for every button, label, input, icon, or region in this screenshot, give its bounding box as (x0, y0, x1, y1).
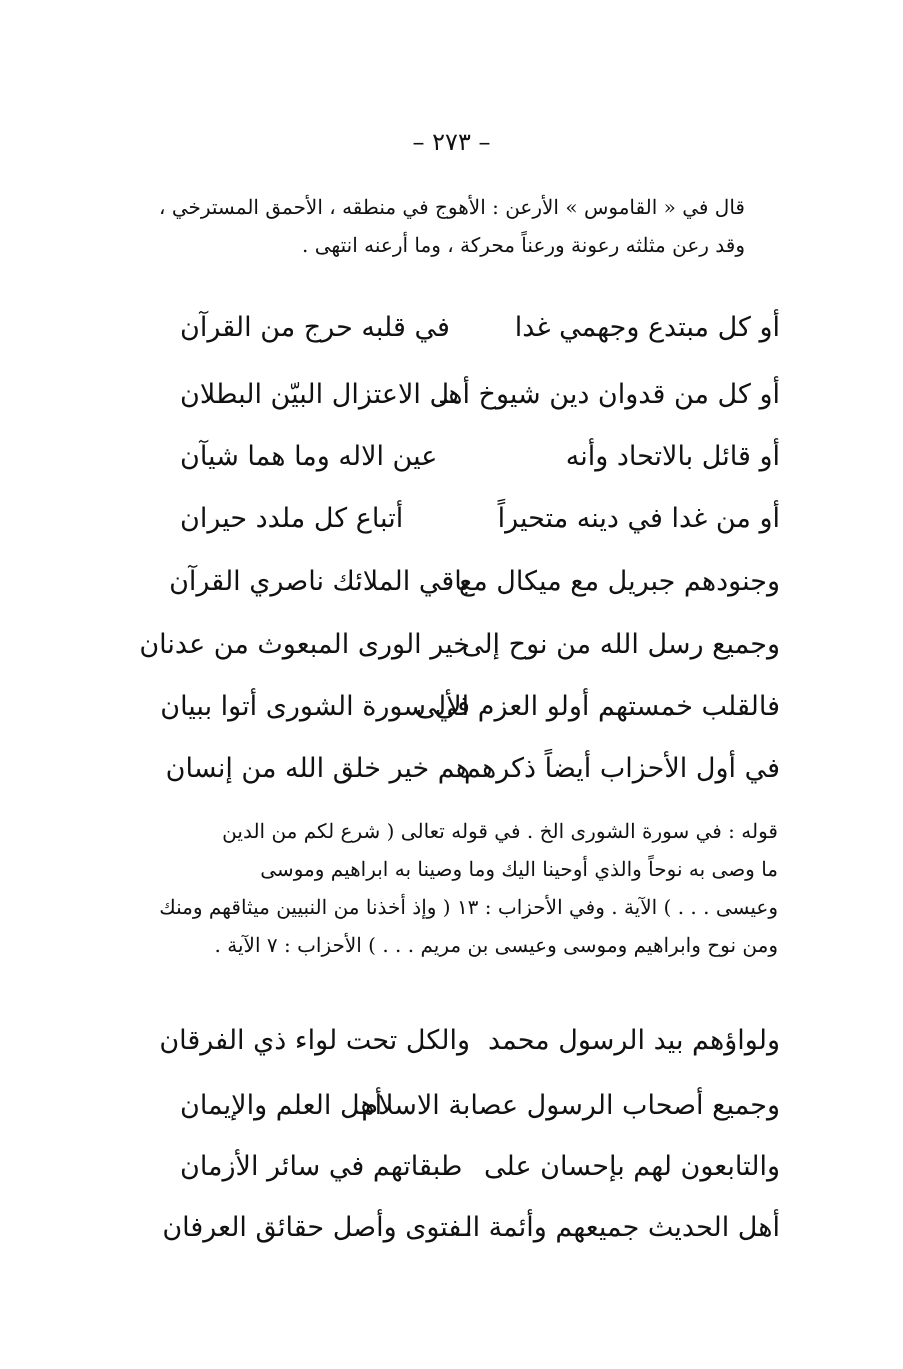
note-line: وعيسى . . . ) الآية . وفي الأحزاب : ١٣ ( وإذ أخذنا من النبيين ميثاقهم ومنك (159, 895, 778, 919)
verse-first-hemistich: والتابعون لهم بإحسان على (484, 1151, 780, 1182)
verse-line (160, 682, 780, 732)
verse-first-hemistich: أو قائل بالاتحاد وأنه (565, 441, 780, 472)
verse-second-hemistich: في قلبه حرج من القرآن (180, 312, 450, 343)
verse-line (159, 1016, 780, 1066)
verse-first-hemistich: أهل الحديث جميعهم وأئمة الـ (456, 1212, 780, 1243)
verse-line (180, 1142, 780, 1192)
note-line: ومن نوح وابراهيم وموسى وعيسى بن مريم . . . ) الأحزاب : ٧ الآية . (214, 933, 778, 957)
verse-first-hemistich: وجميع أصحاب الرسول عصابة الاسلام (361, 1090, 780, 1121)
verse-first-hemistich: أو من غدا في دينه متحيراً (497, 503, 780, 534)
verse-line (169, 557, 780, 607)
verse-line (180, 1081, 780, 1131)
verse-line (180, 494, 780, 544)
verse-line (165, 744, 780, 794)
verse-line (180, 370, 780, 420)
verse-second-hemistich: أهل العلم والإيمان (180, 1090, 383, 1121)
verse-first-hemistich: في أول الأحزاب أيضاً ذكرهم (464, 753, 780, 784)
verse-second-hemistich: هم خير خلق الله من إنسان (165, 753, 470, 784)
verse-first-hemistich: وجنودهم جبريل مع ميكال مع (458, 566, 780, 597)
verse-second-hemistich: ـفتوى وأصل حقائق العرفان (162, 1212, 470, 1243)
note-line: ما وصى به نوحاً والذي أوحينا اليك وما وصينا به ابراهيم وموسى (260, 857, 778, 881)
note-line: قال في « القاموس » الأرعن : الأهوج في منطقه ، الأحمق المسترخي ، (159, 195, 745, 219)
page-number: – ٢٧٣ – (412, 128, 491, 156)
verse-second-hemistich: أتباع كل ملدد حيران (180, 503, 404, 534)
verse-second-hemistich: طبقاتهم في سائر الأزمان (180, 1151, 463, 1182)
verse-line (180, 432, 780, 482)
verse-second-hemistich: ـل الاعتزال البيّن البطلان (180, 379, 458, 410)
verse-first-hemistich: أو كل مبتدع وجهمي غدا (514, 312, 780, 343)
verse-first-hemistich: أو كل من قدوان دين شيوخ أهـ (440, 379, 780, 410)
note-line: قوله : في سورة الشورى الخ . في قوله تعالى ( شرع لكم من الدين (222, 819, 778, 843)
verse-second-hemistich: باقي الملائك ناصري القرآن (169, 566, 470, 597)
verse-line (139, 620, 780, 670)
note-middle (159, 812, 778, 964)
note-top (155, 188, 745, 264)
note-line: وقد رعن مثلثه رعونة ورعناً محركة ، وما أرعنه انتهى . (302, 233, 745, 257)
verse-second-hemistich: عين الاله وما هما شيآن (180, 441, 438, 472)
verse-first-hemistich: وجميع رسل الله من نوح إلى (461, 629, 780, 660)
verse-second-hemistich: في سورة الشورى أتوا ببيان (160, 691, 470, 722)
verse-first-hemistich: فالقلب خمستهم أولو العزم الألى (415, 691, 780, 722)
verse-line (162, 1203, 780, 1253)
verse-first-hemistich: ولواؤهم بيد الرسول محمد (487, 1025, 780, 1056)
verse-line (180, 303, 780, 353)
verse-second-hemistich: خير الورى المبعوث من عدنان (139, 629, 470, 660)
verse-second-hemistich: والكل تحت لواء ذي الفرقان (159, 1025, 470, 1056)
